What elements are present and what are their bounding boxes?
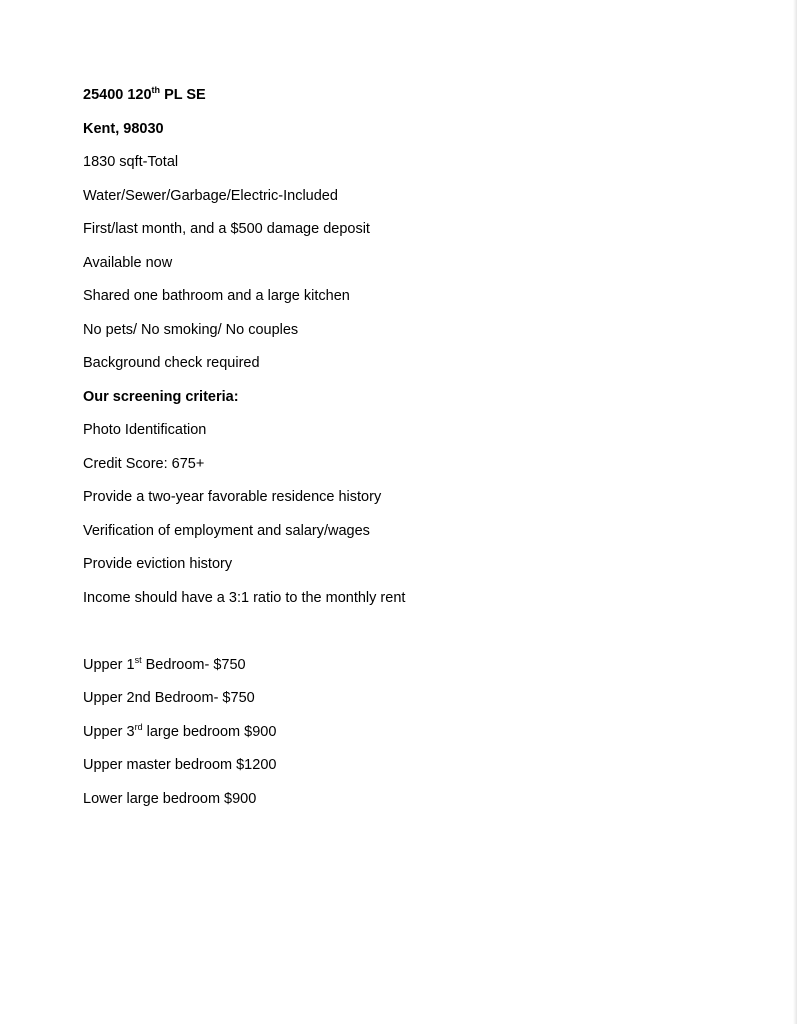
room-line: Upper master bedroom $1200 xyxy=(83,757,277,773)
room-price: large bedroom $900 xyxy=(142,723,277,740)
restrictions-line: No pets/ No smoking/ No couples xyxy=(83,321,299,338)
room-price: Bedroom- $750 xyxy=(141,656,246,673)
room-ordinal: rd xyxy=(134,721,143,732)
street-number: 25400 120 xyxy=(83,87,152,103)
room-name: Upper 1 xyxy=(83,656,135,673)
sqft-line: 1830 sqft-Total xyxy=(83,154,179,170)
room-line xyxy=(83,722,763,742)
screening-item: Income should have a 3:1 ratio to the monthly rent xyxy=(83,589,406,606)
room-line: Lower large bedroom $900 xyxy=(83,790,257,807)
street-rest: PL SE xyxy=(160,87,206,103)
background-check-line: Background check required xyxy=(83,355,260,371)
utilities-line: Water/Sewer/Garbage/Electric-Included xyxy=(83,187,338,204)
city-zip: Kent, 98030 xyxy=(83,120,164,137)
room-line: Upper 2nd Bedroom- $750 xyxy=(83,690,255,706)
street-ordinal: th xyxy=(151,85,161,95)
room-line xyxy=(83,655,763,675)
screening-item: Verification of employment and salary/wages xyxy=(83,522,370,539)
screening-item: Provide eviction history xyxy=(83,556,233,572)
screening-item: Provide a two-year favorable residence history xyxy=(83,489,382,505)
room-name: Upper 3 xyxy=(83,723,135,740)
screening-item: Photo Identification xyxy=(83,422,207,438)
address-line xyxy=(83,85,763,105)
blank-line xyxy=(83,621,763,641)
screening-heading: Our screening criteria: xyxy=(83,388,239,405)
room-ordinal: st xyxy=(134,654,142,665)
availability-line: Available now xyxy=(83,254,173,271)
screening-item: Credit Score: 675+ xyxy=(83,455,205,472)
shared-line: Shared one bathroom and a large kitchen xyxy=(83,288,350,304)
document-body xyxy=(83,85,763,822)
page-edge xyxy=(793,0,797,1024)
deposit-line: First/last month, and a $500 damage deposit xyxy=(83,221,370,237)
